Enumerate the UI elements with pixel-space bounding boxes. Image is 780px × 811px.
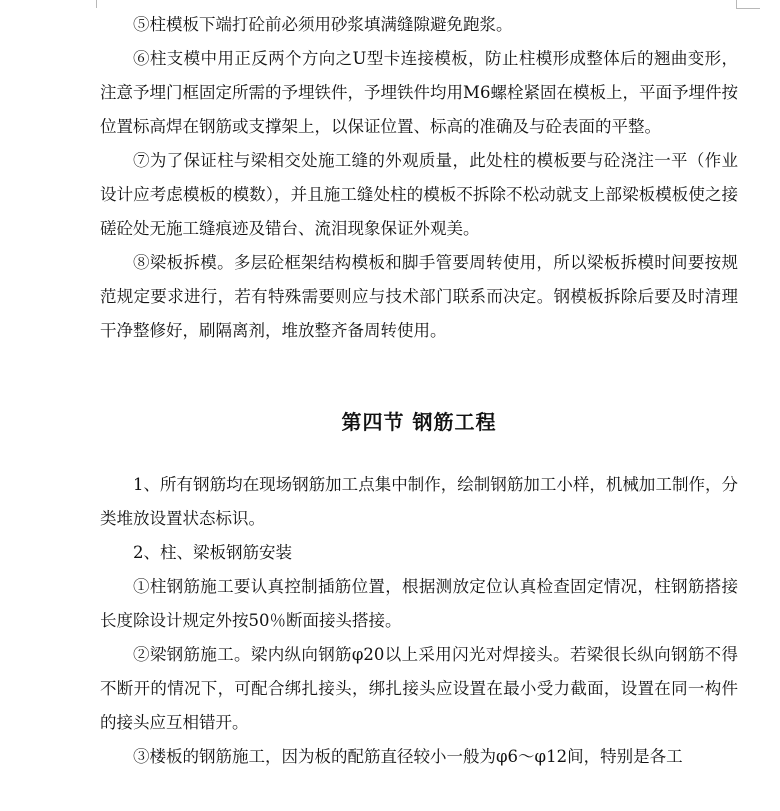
document-page-body [100,0,738,774]
rebar-paragraph-beam: ②梁钢筋施工。梁内纵向钢筋φ20以上采用闪光对焊接头。若梁很长纵向钢筋不得不断开的情况下，可配合绑扎接头，绑扎接头应设置在最小受力截面，设置在同一构件的接头应互相错开。 [100,645,738,732]
paragraph-7: ⑦为了保证柱与梁相交处施工缝的外观质量，此处柱的模板要与砼浇注一平（作业设计应考虑模板的模数），并且施工缝处柱的模板不拆除不松动就支上部梁板模板使之接磋砼处无施工缝痕迹及错台、流泪现象保证外观美。 [100,151,738,238]
rebar-paragraph-2: 2、柱、梁板钢筋安装 [133,543,292,562]
rebar-paragraph-column: ①柱钢筋施工要认真控制插筋位置，根据测放定位认真检查固定情况，柱钢筋搭接长度除设计规定外按50％断面接头搭接。 [100,577,738,630]
paragraph-6: ⑥柱支模中用正反两个方向之U型卡连接模板，防止柱模形成整体后的翘曲变形，注意予埋门框固定所需的予埋铁件，予埋铁件均用M6螺栓紧固在模板上，平面予埋件按位置标高焊在钢筋或支撑架上，以保证位置、标高的准确及与砼表面的平整。 [100,49,738,136]
rebar-paragraph-1: 1、所有钢筋均在现场钢筋加工点集中制作，绘制钢筋加工小样，机械加工制作，分类堆放设置状态标识。 [100,475,738,528]
paragraph-5: ⑤柱模板下端打砼前必须用砂浆填满缝隙避免跑浆。 [133,15,513,34]
heading-spacer [100,438,738,468]
section-spacer [100,348,738,406]
crop-mark-top-right-horizontal [736,8,760,9]
crop-mark-top-left [96,0,97,8]
section-heading: 第四节 钢筋工程 [341,410,497,434]
paragraph-8: ⑧梁板拆模。多层砼框架结构模板和脚手管要周转使用，所以梁板拆模时间要按规范规定要求进行，若有特殊需要则应与技术部门联系而决定。钢模板拆除后要及时清理干净整修好，刷隔离剂，堆放整齐备周转使用。 [100,253,738,340]
rebar-paragraph-slab: ③楼板的钢筋施工，因为板的配筋直径较小一般为φ6～φ12间，特别是各工 [133,747,683,766]
